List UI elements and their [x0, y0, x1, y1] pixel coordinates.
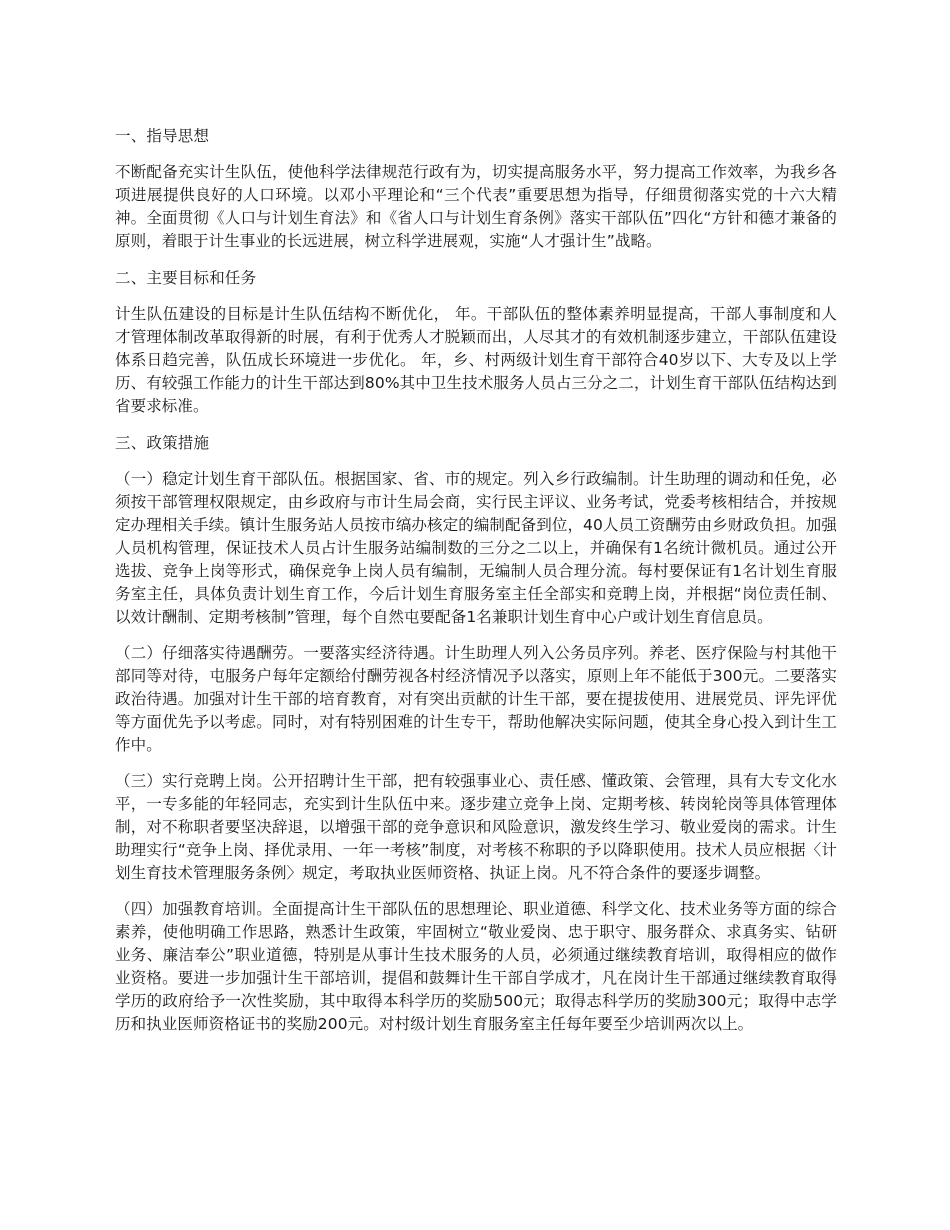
section-heading: 三、政策措施: [115, 434, 210, 452]
section-heading: 一、指导思想: [115, 127, 210, 145]
document-page: [115, 124, 837, 1049]
section-goals-tasks: [115, 266, 837, 418]
paragraph: （四）加强教育培训。全面提高计生干部队伍的思想理论、职业道德、科学文化、技术业务等方面的综合素养，使他明确工作思路，熟悉计生政策，牢固树立“敬业爱岗、忠于职守、服务群众、求真务实、钻研业务、廉洁奉公”职业道德，特别是从事计生技术服务的人员，必须通过继续教育培训，取得相应的做作业资格。要进一步加强计生干部培训，提倡和鼓舞计生干部自学成才，凡在岗计生干部通过继续教育取得学历的政府给予一次性奖励，其中取得本科学历的奖励500元；取得志科学历的奖励300元；取得中志学历和执业医师资格证书的奖励200元。对村级计划生育服务室主任每年要至少培训两次以上。: [115, 900, 837, 1033]
paragraph: 不断配备充实计生队伍，使他科学法律规范行政有为，切实提高服务水平，努力提高工作效率，为我乡各项进展提供良好的人口环境。以邓小平理论和“三个代表”重要思想为指导，仔细贯彻落实党的十六大精神。全面贯彻《人口与计划生育法》和《省人口与计划生育条例》落实干部队伍”四化“方针和德才兼备的原则，着眼于计生事业的长远进展，树立科学进展观，实施“人才强计生”战略。: [115, 163, 837, 250]
paragraph: （二）仔细落实待遇酬劳。一要落实经济待遇。计生助理人列入公务员序列。养老、医疗保险与村其他干部同等对待，屯服务户每年定额给付酬劳视各村经济情况予以落实，原则上年不能低于300元。二要落实政治待遇。加强对计生干部的培育教育，对有突出贡献的计生干部，要在提拔使用、进展党员、评先评优等方面优先予以考虑。同时，对有特别困难的计生专干，帮助他解决实际问题，使其全身心投入到计生工作中。: [115, 644, 837, 754]
section-heading: 二、主要目标和任务: [115, 269, 257, 287]
paragraph: （三）实行竞聘上岗。公开招聘计生干部，把有较强事业心、责任感、懂政策、会管理，具有大专文化水平，一专多能的年轻同志，充实到计生队伍中来。逐步建立竞争上岗、定期考核、转岗轮岗等具体管理体制，对不称职者要坚决辞退，以增强干部的竞争意识和风险意识，激发终生学习、敬业爱岗的需求。计生助理实行“竞争上岗、择优录用、一年一考核”制度，对考核不称职的予以降职使用。技术人员应根据〈计划生育技术管理服务条例〉规定，考取执业医师资格、执证上岗。凡不符合条件的要逐步调整。: [115, 772, 837, 882]
section-guiding-ideology: [115, 124, 837, 253]
paragraph: 计生队伍建设的目标是计生队伍结构不断优化， 年。干部队伍的整体素养明显提高，干部人事制度和人才管理体制改革取得新的时展，有利于优秀人才脱颖而出，人尽其才的有效机制逐步建立，干部队伍建设体系日趋完善，队伍成长环境进一步优化。 年，乡、村两级计划生育干部符合40岁以下、大专及以上学历、有较强工作能力的计生干部达到80%其中卫生技术服务人员占三分之二，计划生育干部队伍结构达到省要求标准。: [115, 305, 837, 415]
section-policy-measures: [115, 431, 837, 1036]
paragraph: （一）稳定计划生育干部队伍。根据国家、省、市的规定。列入乡行政编制。计生助理的调动和任免，必须按干部管理权限规定，由乡政府与市计生局会商，实行民主评议、业务考试，党委考核相结合，并按规定办理相关手续。镇计生服务站人员按市缟办核定的编制配备到位，40人员工资酬劳由乡财政负担。加强人员机构管理，保证技术人员占计生服务站编制数的三分之二以上，并确保有1名统计微机员。通过公开选拔、竞争上岗等形式，确保竞争上岗人员有编制，无编制人员合理分流。每村要保证有1名计划生育服务室主任，具体负责计划生育工作，今后计划生育服务室主任全部实和竞聘上岗，并根据“岗位责任制、以效计酬制、定期考核制”管理，每个自然屯要配备1名兼职计划生育中心户或计划生育信息员。: [115, 470, 837, 626]
